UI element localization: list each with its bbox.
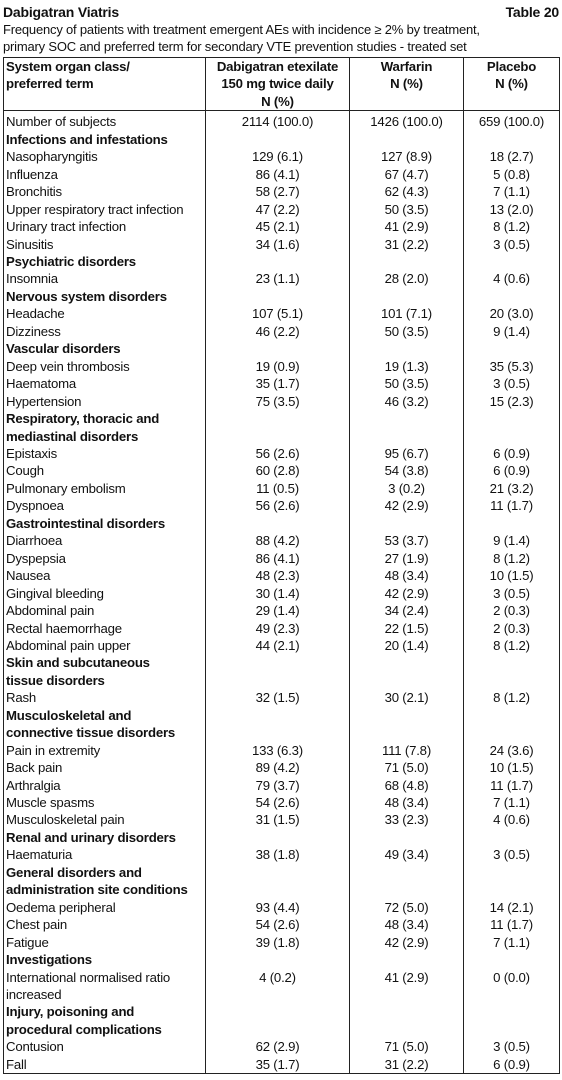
placebo-value — [464, 864, 560, 881]
dabigatran-value: 44 (2.1) — [206, 637, 350, 654]
soc-heading-row — [4, 428, 560, 445]
placebo-value: 6 (0.9) — [464, 1056, 560, 1074]
dabigatran-value: 56 (2.6) — [206, 497, 350, 514]
dabigatran-value: 35 (1.7) — [206, 375, 350, 392]
dabigatran-value: 30 (1.4) — [206, 585, 350, 602]
dabigatran-value: 32 (1.5) — [206, 689, 350, 706]
table-row — [4, 497, 560, 514]
column-header-warfarin-line1: Warfarin — [380, 59, 433, 74]
column-header-warfarin-line2: N (%) — [390, 76, 423, 92]
soc-heading-row — [4, 672, 560, 689]
warfarin-value: 22 (1.5) — [350, 620, 464, 637]
row-label: Epistaxis — [4, 445, 206, 462]
warfarin-value — [350, 1003, 464, 1020]
warfarin-value: 127 (8.9) — [350, 148, 464, 165]
placebo-value: 9 (1.4) — [464, 323, 560, 340]
row-label: Investigations — [4, 951, 206, 968]
row-label: Bronchitis — [4, 183, 206, 200]
table-row — [4, 567, 560, 584]
row-label: Oedema peripheral — [4, 899, 206, 916]
warfarin-value — [350, 724, 464, 741]
row-label: Musculoskeletal pain — [4, 811, 206, 828]
placebo-value — [464, 951, 560, 968]
column-header-placebo-line1: Placebo — [486, 59, 537, 74]
dabigatran-value — [206, 829, 350, 846]
placebo-value: 3 (0.5) — [464, 585, 560, 602]
dabigatran-value: 29 (1.4) — [206, 602, 350, 619]
warfarin-value: 101 (7.1) — [350, 305, 464, 322]
row-label: Dizziness — [4, 323, 206, 340]
column-header-placebo — [464, 58, 560, 111]
placebo-value: 0 (0.0) — [464, 969, 560, 986]
placebo-value — [464, 881, 560, 898]
soc-heading-row — [4, 881, 560, 898]
soc-heading-row — [4, 1003, 560, 1020]
row-label: tissue disorders — [4, 672, 206, 689]
table-row — [4, 742, 560, 759]
row-label: Influenza — [4, 166, 206, 183]
table-header-row — [4, 58, 560, 111]
placebo-value — [464, 515, 560, 532]
table-row — [4, 305, 560, 322]
placebo-value — [464, 672, 560, 689]
row-label: Gingival bleeding — [4, 585, 206, 602]
dabigatran-value: 34 (1.6) — [206, 236, 350, 253]
warfarin-value — [350, 428, 464, 445]
placebo-value: 3 (0.5) — [464, 375, 560, 392]
dabigatran-value — [206, 410, 350, 427]
warfarin-value: 62 (4.3) — [350, 183, 464, 200]
dabigatran-value — [206, 1021, 350, 1038]
table-row — [4, 148, 560, 165]
table-row — [4, 777, 560, 794]
warfarin-value — [350, 1021, 464, 1038]
row-label: International normalised ratio — [4, 969, 206, 986]
dabigatran-value: 79 (3.7) — [206, 777, 350, 794]
row-label: Haematoma — [4, 375, 206, 392]
row-label: Nasopharyngitis — [4, 148, 206, 165]
column-header-dabigatran-line3: N (%) — [261, 93, 294, 109]
placebo-value: 8 (1.2) — [464, 689, 560, 706]
row-label: administration site conditions — [4, 881, 206, 898]
row-label: Renal and urinary disorders — [4, 829, 206, 846]
warfarin-value: 49 (3.4) — [350, 846, 464, 863]
warfarin-value — [350, 340, 464, 357]
warfarin-value — [350, 654, 464, 671]
row-label: Nausea — [4, 567, 206, 584]
row-label: Back pain — [4, 759, 206, 776]
warfarin-value: 72 (5.0) — [350, 899, 464, 916]
dabigatran-value: 133 (6.3) — [206, 742, 350, 759]
table-body — [4, 111, 560, 1074]
dabigatran-value — [206, 951, 350, 968]
document-title: Dabigatran Viatris — [3, 4, 119, 20]
dabigatran-value — [206, 288, 350, 305]
warfarin-value: 111 (7.8) — [350, 742, 464, 759]
placebo-value: 21 (3.2) — [464, 480, 560, 497]
table-row — [4, 323, 560, 340]
warfarin-value: 50 (3.5) — [350, 375, 464, 392]
soc-heading-row — [4, 864, 560, 881]
warfarin-value: 41 (2.9) — [350, 969, 464, 986]
table-row — [4, 236, 560, 253]
warfarin-value — [350, 986, 464, 1003]
warfarin-value: 53 (3.7) — [350, 532, 464, 549]
warfarin-value: 20 (1.4) — [350, 637, 464, 654]
row-label: Chest pain — [4, 916, 206, 933]
row-label: Upper respiratory tract infection — [4, 201, 206, 218]
placebo-value: 8 (1.2) — [464, 550, 560, 567]
row-label: Contusion — [4, 1038, 206, 1055]
warfarin-value: 31 (2.2) — [350, 1056, 464, 1074]
row-label: procedural complications — [4, 1021, 206, 1038]
warfarin-value — [350, 131, 464, 148]
placebo-value: 15 (2.3) — [464, 393, 560, 410]
row-label: Diarrhoea — [4, 532, 206, 549]
row-label: Abdominal pain upper — [4, 637, 206, 654]
table-row — [4, 585, 560, 602]
row-label: Number of subjects — [4, 111, 206, 131]
dabigatran-value — [206, 724, 350, 741]
dabigatran-value: 11 (0.5) — [206, 480, 350, 497]
row-label: Skin and subcutaneous — [4, 654, 206, 671]
placebo-value — [464, 707, 560, 724]
dabigatran-value: 45 (2.1) — [206, 218, 350, 235]
row-label: Infections and infestations — [4, 131, 206, 148]
warfarin-value — [350, 881, 464, 898]
warfarin-value — [350, 829, 464, 846]
dabigatran-value: 19 (0.9) — [206, 358, 350, 375]
warfarin-value — [350, 515, 464, 532]
dabigatran-value: 31 (1.5) — [206, 811, 350, 828]
column-header-dabigatran-line1: Dabigatran etexilate — [216, 59, 339, 74]
adverse-events-table — [3, 57, 560, 1074]
warfarin-value — [350, 951, 464, 968]
warfarin-value: 48 (3.4) — [350, 567, 464, 584]
row-label: Rectal haemorrhage — [4, 620, 206, 637]
dabigatran-value — [206, 654, 350, 671]
table-row — [4, 375, 560, 392]
warfarin-value: 19 (1.3) — [350, 358, 464, 375]
column-header-soc-line1: System organ class/ — [6, 59, 130, 74]
row-label: Respiratory, thoracic and — [4, 410, 206, 427]
row-label: Vascular disorders — [4, 340, 206, 357]
table-row — [4, 1056, 560, 1074]
warfarin-value: 42 (2.9) — [350, 585, 464, 602]
placebo-value: 6 (0.9) — [464, 445, 560, 462]
placebo-value: 5 (0.8) — [464, 166, 560, 183]
dabigatran-value — [206, 672, 350, 689]
row-label: Fall — [4, 1056, 206, 1074]
warfarin-value: 41 (2.9) — [350, 218, 464, 235]
dabigatran-value: 86 (4.1) — [206, 166, 350, 183]
table-row — [4, 462, 560, 479]
soc-heading-row — [4, 1021, 560, 1038]
row-label: Dyspnoea — [4, 497, 206, 514]
dabigatran-value: 93 (4.4) — [206, 899, 350, 916]
placebo-value: 2 (0.3) — [464, 620, 560, 637]
dabigatran-value — [206, 881, 350, 898]
soc-heading-row — [4, 654, 560, 671]
table-row — [4, 445, 560, 462]
dabigatran-value: 129 (6.1) — [206, 148, 350, 165]
table-row — [4, 637, 560, 654]
row-label: Arthralgia — [4, 777, 206, 794]
row-label: Psychiatric disorders — [4, 253, 206, 270]
table-row — [4, 811, 560, 828]
warfarin-value: 48 (3.4) — [350, 794, 464, 811]
table-row — [4, 759, 560, 776]
row-label: Sinusitis — [4, 236, 206, 253]
soc-heading-row — [4, 340, 560, 357]
warfarin-value: 27 (1.9) — [350, 550, 464, 567]
row-label: Pain in extremity — [4, 742, 206, 759]
warfarin-value — [350, 410, 464, 427]
table-row — [4, 934, 560, 951]
placebo-value: 7 (1.1) — [464, 794, 560, 811]
warfarin-value: 46 (3.2) — [350, 393, 464, 410]
table-row — [4, 480, 560, 497]
dabigatran-value: 38 (1.8) — [206, 846, 350, 863]
placebo-value: 659 (100.0) — [464, 111, 560, 131]
placebo-value: 20 (3.0) — [464, 305, 560, 322]
row-label: Dyspepsia — [4, 550, 206, 567]
table-row — [4, 550, 560, 567]
warfarin-value: 42 (2.9) — [350, 497, 464, 514]
placebo-value: 18 (2.7) — [464, 148, 560, 165]
dabigatran-value — [206, 340, 350, 357]
placebo-value: 2 (0.3) — [464, 602, 560, 619]
row-label: General disorders and — [4, 864, 206, 881]
warfarin-value: 42 (2.9) — [350, 934, 464, 951]
dabigatran-value: 58 (2.7) — [206, 183, 350, 200]
dabigatran-value: 60 (2.8) — [206, 462, 350, 479]
row-label: Muscle spasms — [4, 794, 206, 811]
dabigatran-value — [206, 131, 350, 148]
placebo-value: 7 (1.1) — [464, 183, 560, 200]
placebo-value: 35 (5.3) — [464, 358, 560, 375]
placebo-value: 6 (0.9) — [464, 462, 560, 479]
row-label: Injury, poisoning and — [4, 1003, 206, 1020]
placebo-value — [464, 986, 560, 1003]
warfarin-value: 71 (5.0) — [350, 1038, 464, 1055]
warfarin-value: 1426 (100.0) — [350, 111, 464, 131]
row-label: Rash — [4, 689, 206, 706]
placebo-value: 7 (1.1) — [464, 934, 560, 951]
row-label: Hypertension — [4, 393, 206, 410]
table-row — [4, 183, 560, 200]
soc-heading-row — [4, 707, 560, 724]
dabigatran-value — [206, 986, 350, 1003]
placebo-value: 9 (1.4) — [464, 532, 560, 549]
placebo-value: 14 (2.1) — [464, 899, 560, 916]
warfarin-value: 50 (3.5) — [350, 201, 464, 218]
placebo-value: 24 (3.6) — [464, 742, 560, 759]
column-header-dabigatran-line2: 150 mg twice daily — [221, 76, 334, 92]
table-row — [4, 218, 560, 235]
table-row — [4, 986, 560, 1003]
table-row — [4, 111, 560, 131]
table-row — [4, 393, 560, 410]
placebo-value — [464, 131, 560, 148]
table-row — [4, 166, 560, 183]
column-header-warfarin — [350, 58, 464, 111]
dabigatran-value — [206, 253, 350, 270]
table-row — [4, 899, 560, 916]
dabigatran-value: 56 (2.6) — [206, 445, 350, 462]
dabigatran-value — [206, 515, 350, 532]
row-label: Pulmonary embolism — [4, 480, 206, 497]
row-label: Gastrointestinal disorders — [4, 515, 206, 532]
row-label: connective tissue disorders — [4, 724, 206, 741]
row-label: Abdominal pain — [4, 602, 206, 619]
table-row — [4, 846, 560, 863]
placebo-value: 8 (1.2) — [464, 218, 560, 235]
warfarin-value — [350, 672, 464, 689]
warfarin-value: 71 (5.0) — [350, 759, 464, 776]
dabigatran-value: 75 (3.5) — [206, 393, 350, 410]
warfarin-value — [350, 253, 464, 270]
placebo-value — [464, 724, 560, 741]
warfarin-value: 28 (2.0) — [350, 270, 464, 287]
dabigatran-value: 54 (2.6) — [206, 794, 350, 811]
placebo-value — [464, 654, 560, 671]
column-header-placebo-line2: N (%) — [495, 76, 528, 92]
table-row — [4, 689, 560, 706]
placebo-value — [464, 428, 560, 445]
table-row — [4, 358, 560, 375]
dabigatran-value — [206, 1003, 350, 1020]
placebo-value: 3 (0.5) — [464, 846, 560, 863]
row-label: Headache — [4, 305, 206, 322]
placebo-value: 3 (0.5) — [464, 236, 560, 253]
placebo-value: 4 (0.6) — [464, 270, 560, 287]
placebo-value: 11 (1.7) — [464, 497, 560, 514]
soc-heading-row — [4, 253, 560, 270]
caption-line-1: Frequency of patients with treatment emergent AEs with incidence ≥ 2% by treatment, — [3, 22, 480, 37]
row-label: Cough — [4, 462, 206, 479]
table-row — [4, 969, 560, 986]
placebo-value: 10 (1.5) — [464, 567, 560, 584]
table-row — [4, 620, 560, 637]
soc-heading-row — [4, 131, 560, 148]
dabigatran-value: 46 (2.2) — [206, 323, 350, 340]
placebo-value — [464, 829, 560, 846]
warfarin-value: 3 (0.2) — [350, 480, 464, 497]
warfarin-value: 54 (3.8) — [350, 462, 464, 479]
row-label: Haematuria — [4, 846, 206, 863]
placebo-value — [464, 340, 560, 357]
row-label: Fatigue — [4, 934, 206, 951]
column-header-dabigatran — [206, 58, 350, 111]
row-label: increased — [4, 986, 206, 1003]
dabigatran-value: 89 (4.2) — [206, 759, 350, 776]
dabigatran-value: 48 (2.3) — [206, 567, 350, 584]
table-row — [4, 201, 560, 218]
dabigatran-value: 4 (0.2) — [206, 969, 350, 986]
column-header-soc — [4, 58, 206, 111]
placebo-value: 11 (1.7) — [464, 777, 560, 794]
dabigatran-value — [206, 864, 350, 881]
warfarin-value: 30 (2.1) — [350, 689, 464, 706]
warfarin-value: 31 (2.2) — [350, 236, 464, 253]
placebo-value: 3 (0.5) — [464, 1038, 560, 1055]
warfarin-value — [350, 707, 464, 724]
table-row — [4, 794, 560, 811]
dabigatran-value: 62 (2.9) — [206, 1038, 350, 1055]
table-number: Table 20 — [505, 4, 559, 20]
dabigatran-value: 86 (4.1) — [206, 550, 350, 567]
placebo-value — [464, 410, 560, 427]
warfarin-value: 50 (3.5) — [350, 323, 464, 340]
dabigatran-value — [206, 707, 350, 724]
placebo-value: 10 (1.5) — [464, 759, 560, 776]
placebo-value: 8 (1.2) — [464, 637, 560, 654]
dabigatran-value — [206, 428, 350, 445]
placebo-value — [464, 253, 560, 270]
soc-heading-row — [4, 288, 560, 305]
placebo-value: 4 (0.6) — [464, 811, 560, 828]
dabigatran-value: 49 (2.3) — [206, 620, 350, 637]
placebo-value: 13 (2.0) — [464, 201, 560, 218]
dabigatran-value: 47 (2.2) — [206, 201, 350, 218]
dabigatran-value: 23 (1.1) — [206, 270, 350, 287]
row-label: Musculoskeletal and — [4, 707, 206, 724]
table-row — [4, 1038, 560, 1055]
warfarin-value: 33 (2.3) — [350, 811, 464, 828]
placebo-value: 11 (1.7) — [464, 916, 560, 933]
dabigatran-value: 88 (4.2) — [206, 532, 350, 549]
placebo-value — [464, 1003, 560, 1020]
warfarin-value: 68 (4.8) — [350, 777, 464, 794]
caption-line-2: primary SOC and preferred term for secondary VTE prevention studies - treated set — [3, 39, 467, 54]
row-label: Deep vein thrombosis — [4, 358, 206, 375]
row-label: Urinary tract infection — [4, 218, 206, 235]
warfarin-value: 67 (4.7) — [350, 166, 464, 183]
warfarin-value: 48 (3.4) — [350, 916, 464, 933]
table-row — [4, 532, 560, 549]
warfarin-value — [350, 864, 464, 881]
dabigatran-value: 54 (2.6) — [206, 916, 350, 933]
placebo-value — [464, 288, 560, 305]
row-label: Nervous system disorders — [4, 288, 206, 305]
dabigatran-value: 2114 (100.0) — [206, 111, 350, 131]
dabigatran-value: 35 (1.7) — [206, 1056, 350, 1074]
warfarin-value — [350, 288, 464, 305]
table-row — [4, 602, 560, 619]
soc-heading-row — [4, 515, 560, 532]
soc-heading-row — [4, 829, 560, 846]
placebo-value — [464, 1021, 560, 1038]
dabigatran-value: 39 (1.8) — [206, 934, 350, 951]
soc-heading-row — [4, 410, 560, 427]
dabigatran-value: 107 (5.1) — [206, 305, 350, 322]
warfarin-value: 34 (2.4) — [350, 602, 464, 619]
table-row — [4, 270, 560, 287]
table-caption — [3, 21, 559, 55]
row-label: mediastinal disorders — [4, 428, 206, 445]
table-row — [4, 916, 560, 933]
header-row — [3, 4, 559, 21]
soc-heading-row — [4, 724, 560, 741]
warfarin-value: 95 (6.7) — [350, 445, 464, 462]
column-header-soc-line2: preferred term — [6, 76, 94, 92]
row-label: Insomnia — [4, 270, 206, 287]
soc-heading-row — [4, 951, 560, 968]
